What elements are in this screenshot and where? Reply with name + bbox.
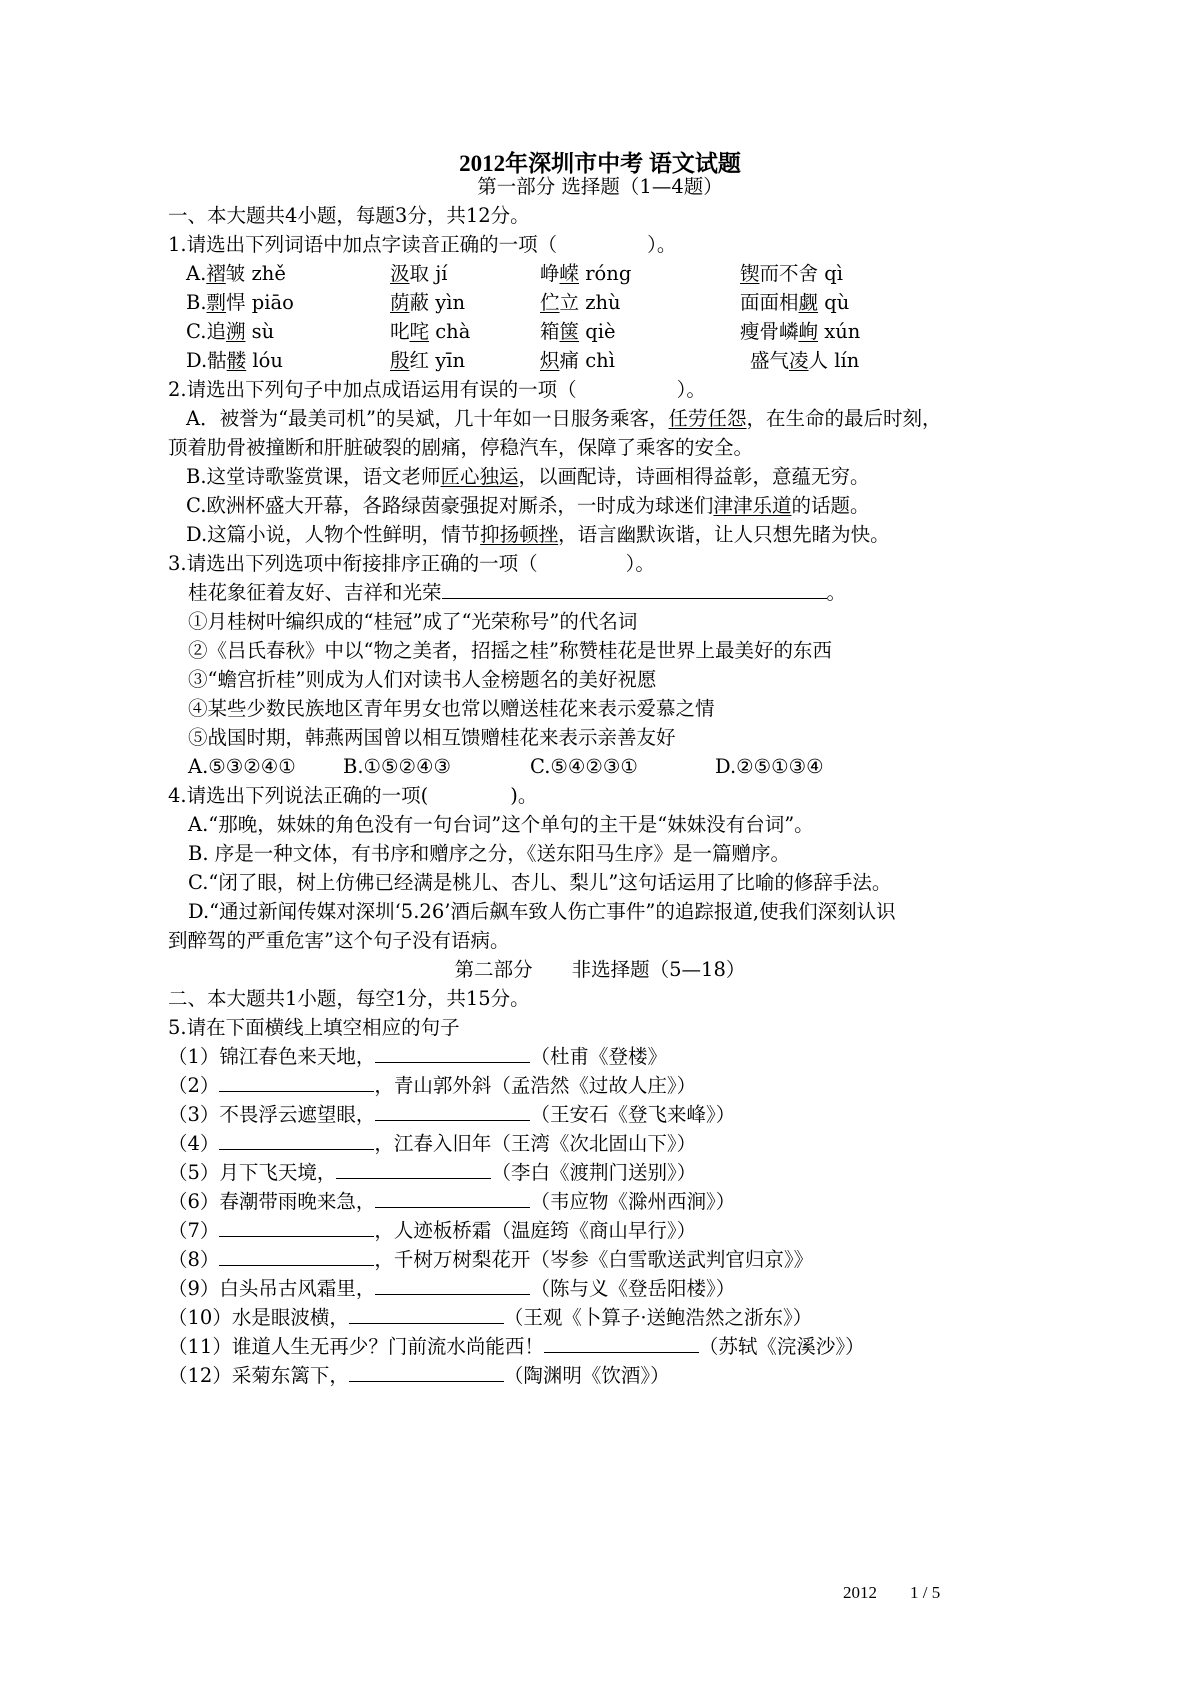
q5-line-source: （陈与义《登岳阳楼》） bbox=[530, 1277, 736, 1300]
q3-lead-end: 。 bbox=[826, 581, 847, 604]
q1-word-post: 人 lín bbox=[808, 349, 860, 372]
q5-line-number: （1） bbox=[168, 1045, 220, 1068]
q2-c-text: C.欧洲杯盛大开幕，各路绿茵豪强捉对厮杀，一时成为球迷们 bbox=[186, 494, 714, 517]
q5-line-1 bbox=[168, 1043, 667, 1071]
q1-word-pre: 箱 bbox=[540, 320, 560, 343]
q4-option-a: A.“那晚，妹妹的角色没有一句台词”这个单句的主干是“妹妹没有台词”。 bbox=[188, 813, 814, 836]
q5-line-source: （王观《卜算子·送鲍浩然之浙东》） bbox=[503, 1306, 813, 1329]
q5-stem: 5.请在下面横线上填空相应的句子 bbox=[168, 1016, 460, 1039]
q1-word-post: 皱 zhě bbox=[225, 262, 286, 285]
q2-stem-end: ）。 bbox=[676, 378, 706, 401]
q5-answer-blank[interactable] bbox=[375, 1044, 530, 1063]
q1-stem-end: ）。 bbox=[647, 233, 677, 256]
q1-word-pre: 盛气 bbox=[750, 349, 790, 372]
q5-line-number: （6） bbox=[168, 1190, 220, 1213]
q3-option-a: A.⑤③②④① bbox=[188, 755, 296, 778]
section2-heading: 二、本大题共1小题，每空1分，共15分。 bbox=[168, 987, 530, 1010]
q1-stem bbox=[168, 231, 676, 259]
q1-word-post: qiè bbox=[579, 320, 616, 343]
q5-line-number: （12） bbox=[168, 1364, 232, 1387]
q1-word-post: 取 jí bbox=[409, 262, 448, 285]
q1-word-post: 红 yīn bbox=[409, 349, 466, 372]
q1-option-d-word-3 bbox=[540, 347, 615, 375]
q5-line-number: （4） bbox=[168, 1132, 220, 1155]
q5-answer-blank[interactable] bbox=[349, 1363, 504, 1382]
page-title: 2012年深圳市中考 语文试题 bbox=[459, 151, 741, 176]
q1-word-mark: 峋 bbox=[798, 320, 819, 343]
q5-line-12 bbox=[168, 1362, 670, 1390]
q5-line-prompt: 不畏浮云遮望眼， bbox=[219, 1103, 376, 1126]
q1-word-pre: 骷 bbox=[207, 349, 227, 372]
q1-word-mark: 剽 bbox=[206, 291, 227, 314]
q3-option-d: D.②⑤①③④ bbox=[715, 755, 824, 778]
q2-d-text-end: ，语言幽默诙谐，让人只想先睹为快。 bbox=[558, 523, 890, 546]
q5-line-number: （8） bbox=[168, 1248, 220, 1271]
q2-stem bbox=[168, 376, 706, 404]
q5-line-source: （杜甫《登楼》 bbox=[530, 1045, 667, 1068]
q5-line-prompt: 水是眼波横， bbox=[231, 1306, 349, 1329]
q5-line-prompt: 春潮带雨晚来急， bbox=[219, 1190, 376, 1213]
q5-line-source: （苏轼《浣溪沙》） bbox=[698, 1335, 865, 1358]
q3-item-1: ①月桂树叶编织成的“桂冠”成了“光荣称号”的代名词 bbox=[188, 610, 638, 633]
q1-option-d-word-4 bbox=[750, 347, 859, 375]
q4-stem bbox=[168, 782, 537, 810]
q5-line-number: （2） bbox=[168, 1074, 220, 1097]
q5-line-9 bbox=[168, 1275, 735, 1303]
q1-word-pre: 瘦骨嶙 bbox=[740, 320, 799, 343]
q5-line-11 bbox=[168, 1333, 865, 1361]
q1-option-a-word-3 bbox=[540, 260, 631, 288]
q1-word-mark: 荫 bbox=[390, 291, 410, 314]
q1-word-mark: 咤 bbox=[409, 320, 430, 343]
q3-option-c: C.⑤④②③① bbox=[530, 755, 638, 778]
q1-word-post: xún bbox=[818, 320, 861, 343]
q2-a-text: A．被誉为“最美司机”的吴斌，几十年如一日服务乘客， bbox=[186, 407, 669, 430]
q5-line-10 bbox=[168, 1304, 812, 1332]
q3-item-3: ③“蟾宫折桂”则成为人们对读书人金榜题名的美好祝愿 bbox=[188, 668, 657, 691]
q4-stem-text: 4.请选出下列说法正确的一项( bbox=[168, 784, 429, 807]
q5-line-number: （9） bbox=[168, 1277, 220, 1300]
q1-option-a-word-1 bbox=[186, 260, 286, 288]
q1-word-post: 而不舍 qì bbox=[759, 262, 843, 285]
q1-option-label: C. bbox=[186, 320, 207, 343]
q3-stem-end: ）。 bbox=[625, 552, 655, 575]
q5-line-5 bbox=[168, 1159, 696, 1187]
q3-answer-blank[interactable] bbox=[442, 580, 827, 599]
q5-line-prompt: 月下飞天境， bbox=[219, 1161, 337, 1184]
q1-option-b-word-3 bbox=[540, 289, 621, 317]
q4-option-d-line1: D.“通过新闻传媒对深圳‘5.26’酒后飙车致人伤亡事件”的追踪报道,使我们深刻认识 bbox=[188, 900, 896, 923]
q2-option-c bbox=[186, 492, 869, 520]
q2-option-a-line2: 顶着肋骨被撞断和肝脏破裂的剧痛，停稳汽车，保障了乘客的安全。 bbox=[168, 436, 754, 459]
q2-c-text-end: 的话题。 bbox=[791, 494, 870, 517]
q4-stem-end: )。 bbox=[510, 784, 538, 807]
q1-option-d-word-2 bbox=[390, 347, 465, 375]
q1-word-mark: 溯 bbox=[225, 320, 246, 343]
q5-line-2 bbox=[168, 1072, 696, 1100]
q1-word-mark: 觑 bbox=[798, 291, 819, 314]
q1-word-post: 悍 piāo bbox=[226, 291, 294, 314]
q1-option-d-word-1 bbox=[186, 347, 283, 375]
q5-line-number: （11） bbox=[168, 1335, 232, 1358]
q2-b-idiom: 匠心独运 bbox=[440, 465, 519, 488]
q5-answer-blank[interactable] bbox=[219, 1247, 374, 1266]
q5-line-source: ，江春入旧年（王湾《次北固山下》） bbox=[374, 1132, 697, 1155]
q2-stem-text: 2.请选出下列句子中加点成语运用有误的一项（ bbox=[168, 378, 577, 401]
q1-word-mark: 殷 bbox=[390, 349, 410, 372]
q1-word-mark: 嵘 bbox=[559, 262, 580, 285]
q1-word-post: 立 zhù bbox=[559, 291, 621, 314]
q1-word-pre: 峥 bbox=[540, 262, 560, 285]
q5-answer-blank[interactable] bbox=[336, 1160, 491, 1179]
q5-line-6 bbox=[168, 1188, 735, 1216]
q5-line-prompt: 采菊东篱下， bbox=[231, 1364, 349, 1387]
q5-answer-blank[interactable] bbox=[375, 1189, 530, 1208]
q5-answer-blank[interactable] bbox=[375, 1102, 530, 1121]
q5-line-source: ，人迹板桥霜（温庭筠《商山早行》） bbox=[374, 1219, 697, 1242]
q2-option-a-line1 bbox=[186, 405, 942, 433]
q2-c-idiom: 津津乐道 bbox=[713, 494, 792, 517]
q5-line-number: （5） bbox=[168, 1161, 220, 1184]
q1-word-pre: 追 bbox=[206, 320, 226, 343]
q1-option-c-word-1 bbox=[186, 318, 274, 346]
q5-answer-blank[interactable] bbox=[219, 1131, 374, 1150]
q1-option-label: A. bbox=[186, 262, 207, 285]
q5-line-8 bbox=[168, 1246, 813, 1274]
q2-option-b bbox=[186, 463, 870, 491]
q5-line-source: （陶渊明《饮酒》） bbox=[503, 1364, 670, 1387]
q3-item-4: ④某些少数民族地区青年男女也常以赠送桂花来表示爱慕之情 bbox=[188, 697, 715, 720]
q5-line-3 bbox=[168, 1101, 735, 1129]
q4-option-d-line2: 到醉驾的严重危害”这个句子没有语病。 bbox=[168, 929, 510, 952]
q1-option-a-word-2 bbox=[390, 260, 448, 288]
q5-answer-blank[interactable] bbox=[544, 1334, 699, 1353]
q1-word-mark: 炽 bbox=[540, 349, 560, 372]
q5-answer-blank[interactable] bbox=[219, 1218, 374, 1237]
q1-word-mark: 锲 bbox=[740, 262, 760, 285]
q1-word-mark: 髅 bbox=[226, 349, 247, 372]
q3-stem-text: 3.请选出下列选项中衔接排序正确的一项（ bbox=[168, 552, 538, 575]
q1-option-label: B. bbox=[186, 291, 207, 314]
q1-word-post: lóu bbox=[246, 349, 283, 372]
footer-year: 2012 bbox=[843, 1583, 877, 1602]
q2-a-idiom: 任劳任怨 bbox=[668, 407, 747, 430]
q2-b-text: B.这堂诗歌鉴赏课，语文老师 bbox=[186, 465, 441, 488]
q1-word-post: róng bbox=[579, 262, 632, 285]
q1-option-label: D. bbox=[186, 349, 208, 372]
q1-word-post: qù bbox=[818, 291, 850, 314]
part1-heading: 第一部分 选择题（1—4题） bbox=[477, 175, 723, 198]
q1-option-b-word-2 bbox=[390, 289, 465, 317]
q4-option-b: B. 序是一种文体，有书序和赠序之分，《送东阳马生序》是一篇赠序。 bbox=[188, 842, 790, 865]
q1-stem-text: 1.请选出下列词语中加点字读音正确的一项（ bbox=[168, 233, 558, 256]
q5-line-source: （李白《渡荆门送别》） bbox=[491, 1161, 697, 1184]
q5-answer-blank[interactable] bbox=[219, 1073, 374, 1092]
q5-answer-blank[interactable] bbox=[349, 1305, 504, 1324]
part2-heading: 第二部分 非选择题（5—18） bbox=[454, 958, 746, 981]
q5-line-source: ，青山郭外斜（孟浩然《过故人庄》） bbox=[374, 1074, 697, 1097]
q1-option-b-word-4 bbox=[740, 289, 849, 317]
q5-line-4 bbox=[168, 1130, 696, 1158]
q1-option-c-word-2 bbox=[390, 318, 470, 346]
q5-line-prompt: 锦江春色来天地， bbox=[219, 1045, 376, 1068]
q3-lead-text: 桂花象征着友好、吉祥和光荣 bbox=[188, 581, 442, 604]
q5-line-source: （王安石《登飞来峰》） bbox=[530, 1103, 736, 1126]
q5-line-number: （10） bbox=[168, 1306, 232, 1329]
q1-word-mark: 伫 bbox=[540, 291, 560, 314]
q1-word-post: 蔽 yìn bbox=[409, 291, 466, 314]
q2-b-text-end: ，以画配诗，诗画相得益彰，意蕴无穷。 bbox=[518, 465, 870, 488]
q2-d-idiom: 抑扬顿挫 bbox=[480, 523, 559, 546]
q5-line-number: （3） bbox=[168, 1103, 220, 1126]
q5-line-7 bbox=[168, 1217, 696, 1245]
q1-word-post: 痛 chì bbox=[559, 349, 615, 372]
q1-word-mark: 凌 bbox=[789, 349, 809, 372]
q1-word-pre: 面面相 bbox=[740, 291, 799, 314]
q3-stem bbox=[168, 550, 655, 578]
q5-answer-blank[interactable] bbox=[375, 1276, 530, 1295]
q1-word-mark: 汲 bbox=[390, 262, 410, 285]
q5-line-prompt: 白头吊古风霜里， bbox=[219, 1277, 376, 1300]
q1-option-c-word-3 bbox=[540, 318, 616, 346]
q2-option-d bbox=[186, 521, 890, 549]
q2-a-text-end: ，在生命的最后时刻， bbox=[746, 407, 942, 430]
q1-option-b-word-1 bbox=[186, 289, 294, 317]
section1-heading: 一、本大题共4小题，每题3分，共12分。 bbox=[168, 204, 530, 227]
footer-page-number: 1 / 5 bbox=[910, 1583, 941, 1602]
q5-line-prompt: 谁道人生无再少？门前流水尚能西！ bbox=[231, 1335, 544, 1358]
q3-item-5: ⑤战国时期，韩燕两国曾以相互馈赠桂花来表示亲善友好 bbox=[188, 726, 676, 749]
q2-d-text: D.这篇小说，人物个性鲜明，情节 bbox=[186, 523, 481, 546]
q1-word-post: sù bbox=[245, 320, 275, 343]
q3-option-b: B.①⑤②④③ bbox=[343, 755, 451, 778]
q5-line-source: ，千树万树梨花开（岑参《白雪歌送武判官归京》》 bbox=[374, 1248, 814, 1271]
q3-item-2: ②《吕氏春秋》中以“物之美者，招摇之桂”称赞桂花是世界上最美好的东西 bbox=[188, 639, 832, 662]
q1-word-post: chà bbox=[429, 320, 471, 343]
q1-word-pre: 叱 bbox=[390, 320, 410, 343]
q5-line-number: （7） bbox=[168, 1219, 220, 1242]
q3-lead bbox=[188, 579, 846, 607]
q5-line-source: （韦应物《滁州西涧》） bbox=[530, 1190, 736, 1213]
q4-option-c: C.“闭了眼，树上仿佛已经满是桃儿、杏儿、梨儿”这句话运用了比喻的修辞手法。 bbox=[188, 871, 892, 894]
q1-option-a-word-4 bbox=[740, 260, 843, 288]
q1-word-mark: 褶 bbox=[206, 262, 226, 285]
q1-word-mark: 箧 bbox=[559, 320, 580, 343]
q1-option-c-word-4 bbox=[740, 318, 860, 346]
